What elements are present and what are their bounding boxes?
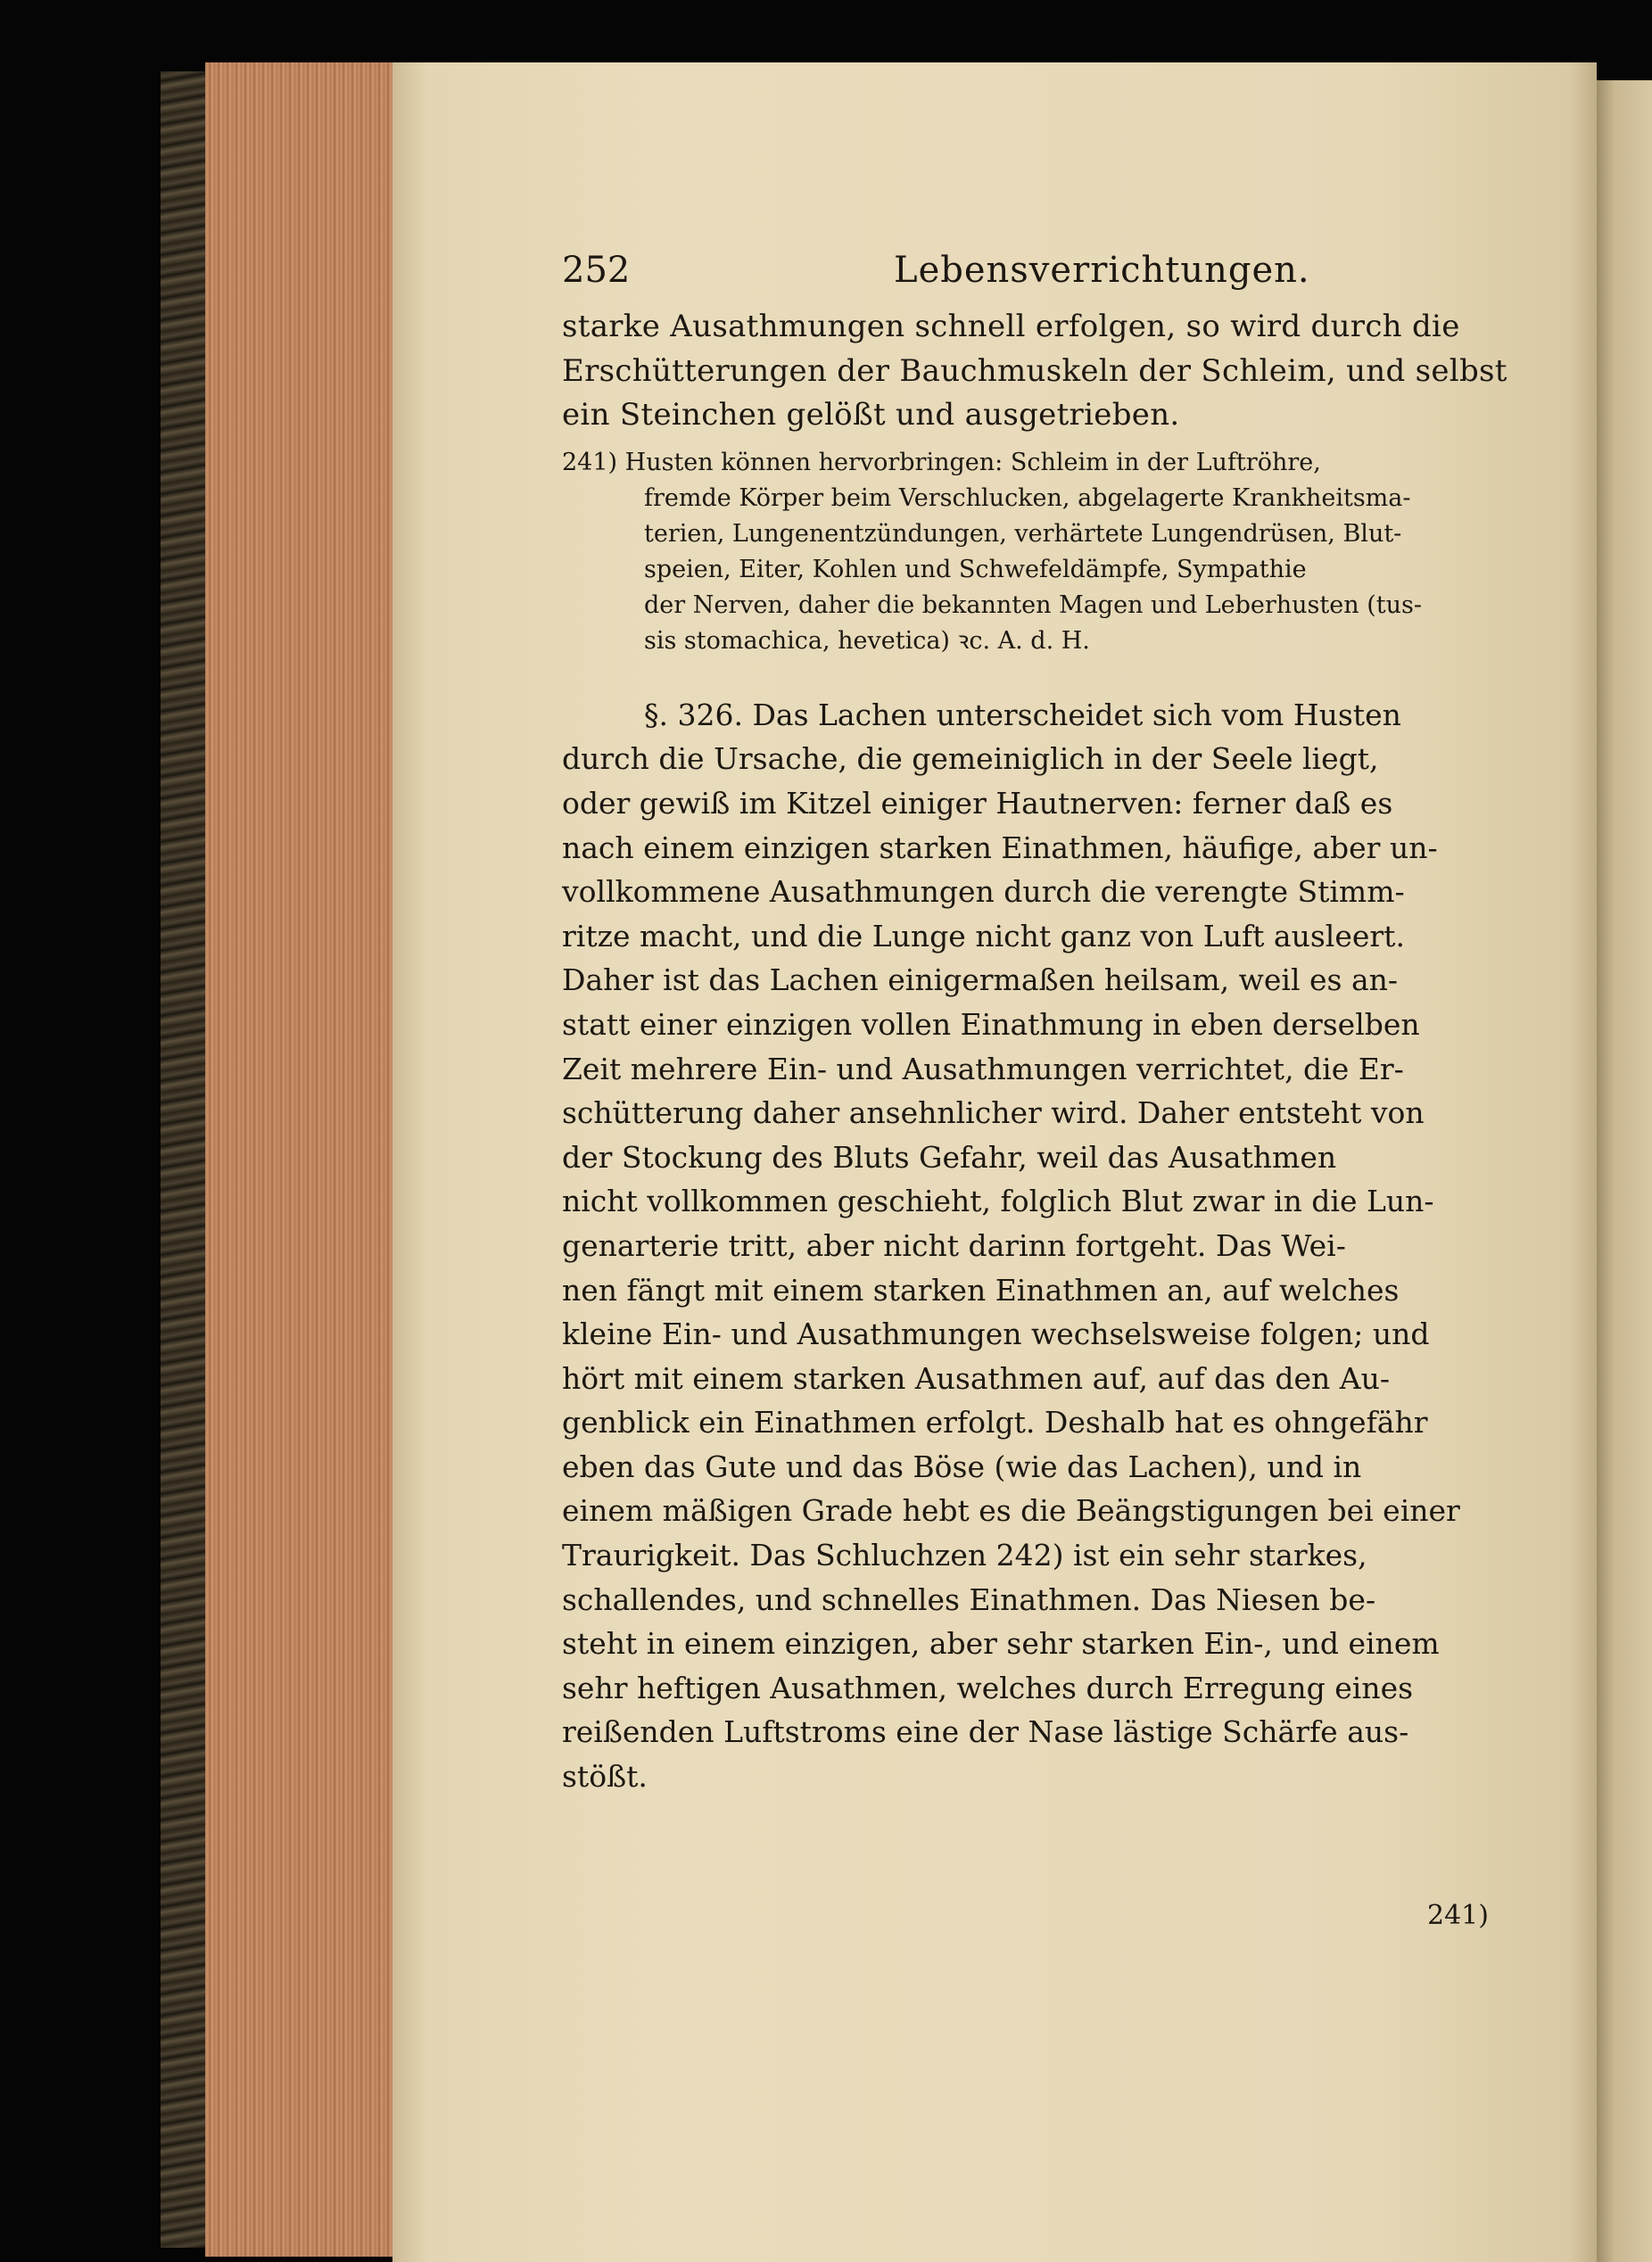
text-line: kleine Ein- und Ausathmungen wechselsweise folgen; und xyxy=(562,1317,1430,1352)
running-title: Lebensverrichtungen. xyxy=(894,250,1310,291)
page-gutter xyxy=(1597,80,1652,2262)
text-line: ritze macht, und die Lunge nicht ganz von Luft ausleert. xyxy=(562,918,1405,954)
footnote-line: speien, Eiter, Kohlen und Schwefeldämpfe, Sympathie xyxy=(644,555,1307,583)
text-line: Daher ist das Lachen einigermaßen heilsam, weil es an- xyxy=(562,962,1399,998)
text-line: statt einer einzigen vollen Einathmung in eben derselben xyxy=(562,1006,1420,1042)
text-line: ein Steinchen gelößt und ausgetrieben. xyxy=(562,397,1180,433)
text-line: sehr heftigen Ausathmen, welches durch Erregung eines xyxy=(562,1670,1414,1705)
text-line: Zeit mehrere Ein- und Ausathmungen verrichtet, die Er- xyxy=(562,1051,1404,1086)
text-line: nen fängt mit einem starken Einathmen an, auf welches xyxy=(562,1272,1400,1308)
text-line: §. 326. Das Lachen unterscheidet sich vom Husten xyxy=(644,697,1401,732)
text-line: eben das Gute und das Böse (wie das Lachen), und in xyxy=(562,1449,1362,1484)
page-header xyxy=(562,241,1499,305)
text-line: schallendes, und schnelles Einathmen. Das Niesen be- xyxy=(562,1581,1376,1617)
section-326 xyxy=(562,693,1499,1799)
text-line: starke Ausathmungen schnell erfolgen, so wird durch die xyxy=(562,309,1460,344)
text-line: der Stockung des Bluts Gefahr, weil das Ausathmen xyxy=(562,1139,1337,1175)
footnote-line: terien, Lungenentzündungen, verhärtete Lungendrüsen, Blut- xyxy=(644,519,1402,548)
text-line: genblick ein Einathmen erfolgt. Deshalb hat es ohngefähr xyxy=(562,1405,1428,1441)
text-line: hört mit einem starken Ausathmen auf, auf das den Au- xyxy=(562,1360,1391,1396)
text-line: einem mäßigen Grade hebt es die Beängstigungen bei einer xyxy=(562,1493,1460,1529)
page-number: 252 xyxy=(562,250,631,291)
text-line: stößt. xyxy=(562,1759,648,1795)
page-edges xyxy=(205,62,395,2257)
catchword: 241) xyxy=(1427,1900,1489,1931)
text-line: schütterung daher ansehnlicher wird. Daher entsteht von xyxy=(562,1095,1425,1131)
footnote-line: fremde Körper beim Verschlucken, abgelagerte Krankheitsma- xyxy=(644,483,1411,512)
opening-paragraph xyxy=(562,305,1507,438)
text-line: steht in einem einzigen, aber sehr starken Ein-, und einem xyxy=(562,1626,1440,1662)
footnote-241 xyxy=(562,445,1499,659)
book-cover-edge xyxy=(161,71,209,2248)
text-line: durch die Ursache, die gemeiniglich in der Seele liegt, xyxy=(562,741,1379,777)
text-line: nicht vollkommen geschieht, folglich Blut zwar in die Lun- xyxy=(562,1184,1434,1219)
text-line: vollkommene Ausathmungen durch die verengte Stimm- xyxy=(562,874,1405,910)
text-line: Traurigkeit. Das Schluchzen 242) ist ein sehr starkes, xyxy=(562,1538,1367,1573)
page-text xyxy=(562,241,1507,1799)
text-line: reißenden Luftstroms eine der Nase lästige Schärfe aus- xyxy=(562,1714,1409,1750)
footnote-line: 241) Husten können hervorbringen: Schleim in der Luftröhre, xyxy=(562,448,1321,476)
footnote-line: sis stomachica, hevetica) ꝛc. A. d. H. xyxy=(644,626,1090,655)
footnote-line: der Nerven, daher die bekannten Magen und Leberhusten (tus- xyxy=(644,590,1422,619)
text-line: Erschütterungen der Bauchmuskeln der Schleim, und selbst xyxy=(562,352,1507,389)
text-line: nach einem einzigen starken Einathmen, häufige, aber un- xyxy=(562,830,1438,865)
text-line: genarterie tritt, aber nicht darinn fortgeht. Das Wei- xyxy=(562,1227,1346,1263)
text-line: oder gewiß im Kitzel einiger Hautnerven: ferner daß es xyxy=(562,785,1393,821)
